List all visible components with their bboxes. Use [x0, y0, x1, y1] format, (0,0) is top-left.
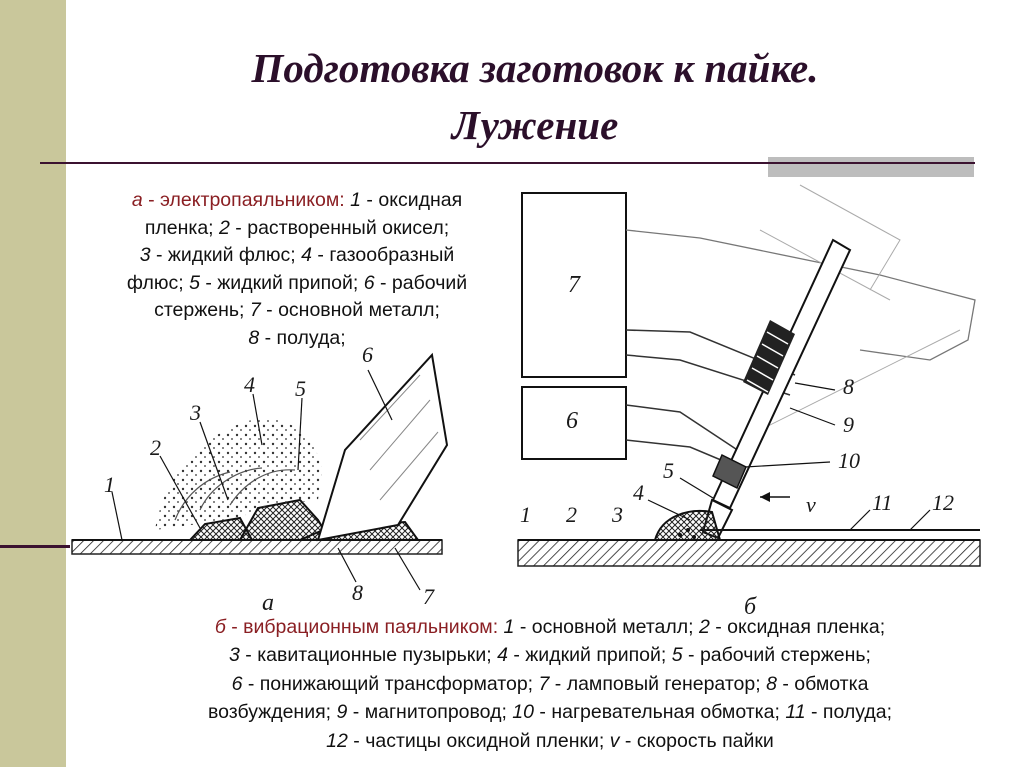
caption-b-text: 1 — [503, 616, 515, 638]
working-rod-a — [318, 355, 447, 540]
label-b-v: v — [806, 492, 816, 517]
caption-a-text: пленка; — [144, 216, 220, 239]
label-b-3: 3 — [612, 502, 623, 527]
caption-a-text: - электропаяльником: — [142, 189, 351, 211]
caption-a-text: - основной металл; — [260, 299, 440, 322]
slide-title-line-2: Лужение — [451, 102, 619, 148]
caption-a-text: - рабочий — [374, 271, 468, 294]
caption-b-text: - оксидная пленка; — [709, 616, 886, 638]
caption-b-text: - жидкий припой; — [507, 644, 672, 667]
label-b-4: 4 — [633, 480, 644, 505]
label-a-6: 6 — [362, 342, 373, 367]
label-b-5: 5 — [663, 458, 674, 483]
caption-b-text: 3 — [229, 644, 240, 667]
caption-b-line — [96, 613, 1004, 641]
caption-b-text: - скорость пайки — [619, 729, 774, 752]
caption-a-text: 2 — [219, 216, 230, 239]
caption-b-text: - полуда; — [805, 701, 893, 724]
caption-b-text: 8 — [766, 672, 777, 695]
caption-b-text: возбуждения; — [207, 701, 337, 724]
caption-b — [96, 613, 1004, 755]
caption-a-line — [68, 215, 526, 243]
caption-a-line — [68, 325, 526, 353]
caption-b-text: - ламповый генератор; — [549, 672, 767, 695]
caption-letter-a: а — [262, 590, 274, 616]
caption-b-text: v — [609, 729, 620, 752]
caption-b-line — [96, 641, 1004, 669]
caption-b-line — [96, 698, 1004, 726]
label-a-5: 5 — [295, 376, 306, 401]
caption-a-text: - оксидная — [361, 189, 463, 211]
caption-b-line — [96, 670, 1004, 698]
caption-a-line — [68, 297, 526, 325]
caption-b-text: - магнитопровод; — [347, 701, 513, 724]
caption-a-text: - жидкий припой; — [199, 271, 364, 294]
caption-b-text: 7 — [538, 672, 550, 695]
caption-b-text: б — [214, 616, 226, 638]
caption-b-text: - вибрационным паяльником: — [225, 616, 504, 638]
caption-b-text: 9 — [336, 701, 348, 724]
caption-b-text: 12 — [326, 729, 348, 752]
liquid-solder-b — [655, 511, 720, 540]
caption-b-text: - основной металл; — [514, 616, 699, 638]
label-b-8: 8 — [843, 374, 854, 399]
caption-b-text: 6 — [231, 672, 243, 695]
caption-a-text: 6 — [363, 271, 375, 294]
label-b-12: 12 — [932, 490, 954, 515]
label-a-4: 4 — [244, 372, 255, 397]
base-metal-b — [518, 540, 980, 566]
caption-b-line — [96, 727, 1004, 755]
caption-b-text: - обмотка — [776, 672, 869, 695]
caption-letter-b: б — [744, 594, 757, 620]
slide-title-line-1: Подготовка заготовок к пайке. — [251, 45, 819, 91]
diagram-a — [72, 342, 447, 616]
caption-b-text: - понижающий трансформатор; — [242, 672, 539, 695]
caption-b-text: - рабочий стержень; — [682, 644, 871, 667]
caption-b-text: 2 — [698, 616, 710, 638]
caption-a — [68, 187, 526, 353]
caption-a-text: 7 — [249, 299, 261, 322]
caption-b-text: 11 — [785, 701, 806, 724]
caption-b-text: - нагревательная обмотка; — [534, 701, 786, 724]
title-rule — [40, 162, 975, 164]
caption-a-text: - жидкий флюс; — [150, 244, 302, 267]
left-divider — [0, 545, 70, 548]
left-accent-bar — [0, 0, 66, 767]
label-a-1: 1 — [104, 472, 115, 497]
caption-a-line — [68, 270, 526, 298]
caption-b-text: - кавитационные пузырьки; — [239, 644, 498, 667]
caption-a-text: 5 — [189, 271, 200, 294]
caption-a-text: стержень; — [154, 299, 250, 322]
label-b-2: 2 — [566, 502, 577, 527]
label-b-9: 9 — [843, 412, 854, 437]
caption-b-text: 4 — [497, 644, 508, 667]
base-metal-a — [72, 540, 442, 554]
label-b-1: 1 — [520, 502, 531, 527]
label-b-6: 6 — [566, 408, 578, 434]
caption-a-text: а — [131, 189, 143, 211]
label-b-7: 7 — [568, 272, 580, 298]
caption-a-text: 1 — [350, 189, 362, 211]
caption-b-text: - частицы оксидной пленки; — [347, 729, 610, 752]
caption-a-text: - газообразный — [312, 244, 455, 267]
diagram-b — [518, 185, 980, 620]
label-a-2: 2 — [150, 435, 161, 460]
caption-a-line — [68, 187, 526, 215]
label-a-8: 8 — [352, 580, 363, 605]
caption-b-text: 10 — [512, 701, 534, 724]
caption-b-text: 5 — [671, 644, 683, 667]
caption-a-text: 3 — [139, 244, 151, 267]
caption-a-text: 8 — [248, 326, 260, 349]
label-b-10: 10 — [838, 448, 860, 473]
caption-a-text: - растворенный окисел; — [229, 216, 450, 239]
label-a-7: 7 — [423, 584, 434, 609]
caption-a-line — [68, 242, 526, 270]
caption-a-text: 4 — [301, 244, 312, 267]
slide-title — [110, 40, 960, 154]
caption-a-text: флюс; — [126, 271, 190, 294]
caption-a-text: - полуда; — [259, 326, 346, 349]
label-a-3: 3 — [190, 400, 201, 425]
label-b-11: 11 — [872, 490, 893, 515]
